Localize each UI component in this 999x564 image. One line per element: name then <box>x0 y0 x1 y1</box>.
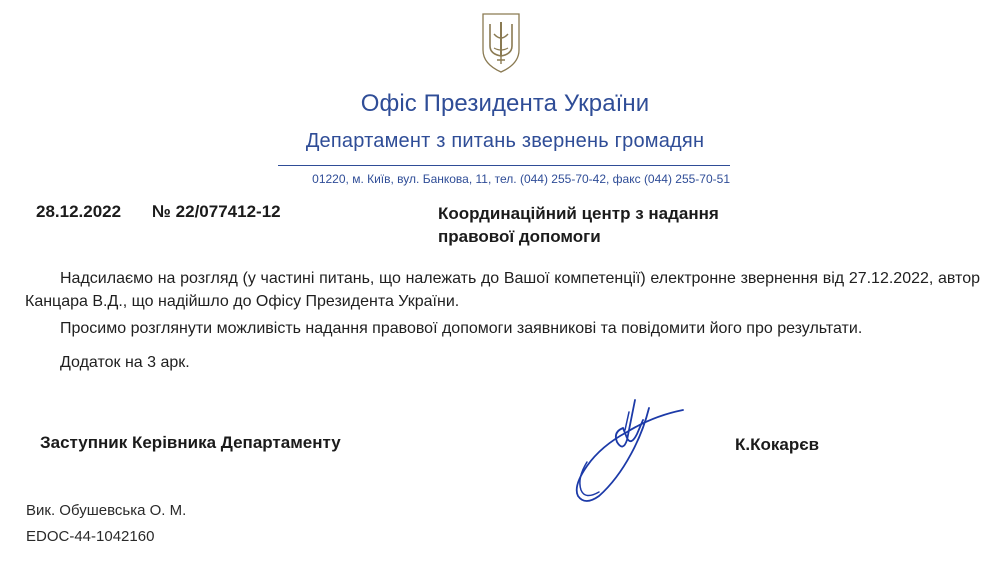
organization-title: Офіс Президента України <box>360 90 650 117</box>
letter-request: Просимо розглянути можливість надання правової допомоги заявникові та повідомити його про результати. <box>60 320 863 337</box>
attachment-note: Додаток на 3 арк. <box>60 354 190 371</box>
document-id: EDOC-44-1042160 <box>26 528 155 545</box>
recipient-name: Координаційний центр з надання правової допомоги <box>438 204 719 246</box>
signer-position: Заступник Керівника Департаменту <box>40 433 341 452</box>
signer-name: К.Кокарєв <box>735 435 820 454</box>
handwritten-signature-icon <box>565 392 690 507</box>
department-title: Департамент з питань звернень громадян <box>305 130 705 152</box>
document-date: 28.12.2022 <box>36 202 122 221</box>
header-divider <box>278 165 730 166</box>
letter-paragraph: Надсилаємо на розгляд (у частині питань, що належать до Вашої компетенції) електронне звернення від 27.12.2022, автор Канцара В.Д., що надійшло до Офісу Президента України. <box>25 270 980 310</box>
trident-emblem-icon <box>480 12 522 74</box>
executor-name: Вик. Обушевська О. М. <box>26 502 187 519</box>
organization-address: 01220, м. Київ, вул. Банкова, 11, тел. (044) 255-70-42, факс (044) 255-70-51 <box>312 172 730 186</box>
registration-number: № 22/077412-12 <box>152 202 281 221</box>
